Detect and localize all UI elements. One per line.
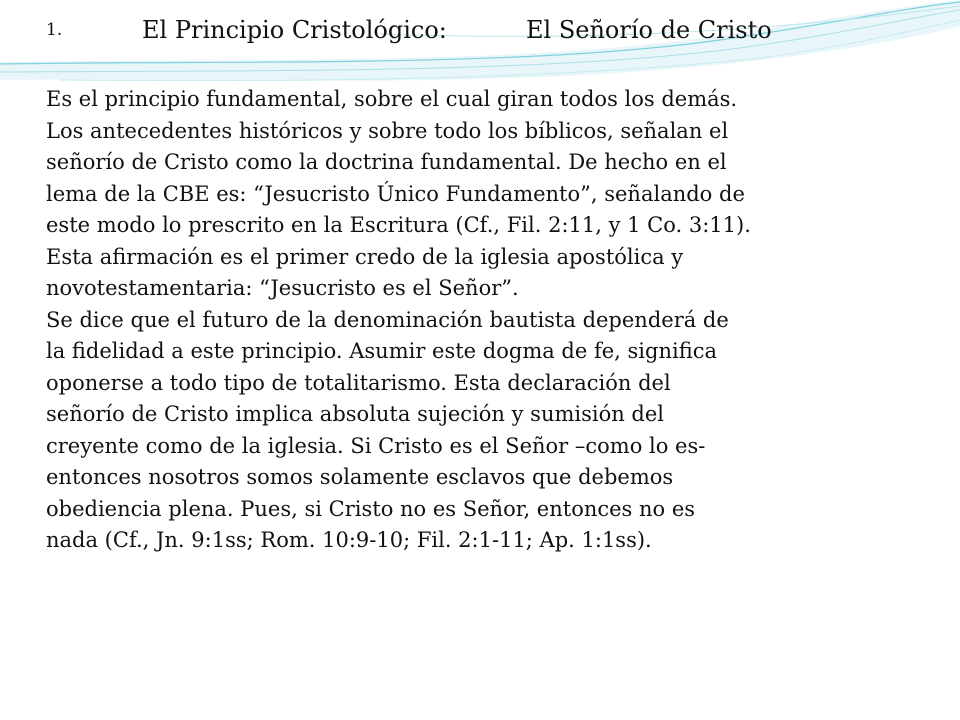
title-number: 1. [46, 20, 63, 40]
body-line: la fidelidad a este principio. Asumir este dogma de fe, significa [46, 339, 717, 363]
body-line: Los antecedentes históricos y sobre todo los bíblicos, señalan el [46, 118, 729, 143]
body-line: Es el principio fundamental, sobre el cual giran todos los demás. [46, 87, 738, 111]
body-line: oponerse a todo tipo de totalitarismo. Esta declaración del [46, 370, 671, 395]
title-main: El Principio Cristológico: [142, 16, 447, 44]
body-line: señorío de Cristo como la doctrina fundamental. De hecho en el [46, 150, 727, 174]
body-line: creyente como de la iglesia. Si Cristo es el Señor –como lo es- [46, 433, 706, 458]
slide-title [46, 12, 926, 48]
body-line: señorío de Cristo implica absoluta sujeción y sumisión del [46, 402, 665, 426]
body-line: nada (Cf., Jn. 9:1ss; Rom. 10:9-10; Fil. 2:1-11; Ap. 1:1ss). [46, 528, 652, 552]
title-subtitle: El Señorío de Cristo [526, 16, 772, 44]
body-line: obediencia plena. Pues, si Cristo no es Señor, entonces no es [46, 496, 696, 521]
body-line: Se dice que el futuro de la denominación bautista dependerá de [46, 307, 729, 332]
body-line: lema de la CBE es: “Jesucristo Único Fundamento”, señalando de [46, 181, 745, 206]
body-line: novotestamentaria: “Jesucristo es el Señor”. [46, 276, 519, 300]
body-line: entonces nosotros somos solamente esclavos que debemos [46, 465, 674, 489]
body-paragraph [46, 84, 916, 557]
body-line: Esta afirmación es el primer credo de la iglesia apostólica y [46, 244, 684, 269]
body-line: este modo lo prescrito en la Escritura (Cf., Fil. 2:11, y 1 Co. 3:11). [46, 213, 751, 237]
